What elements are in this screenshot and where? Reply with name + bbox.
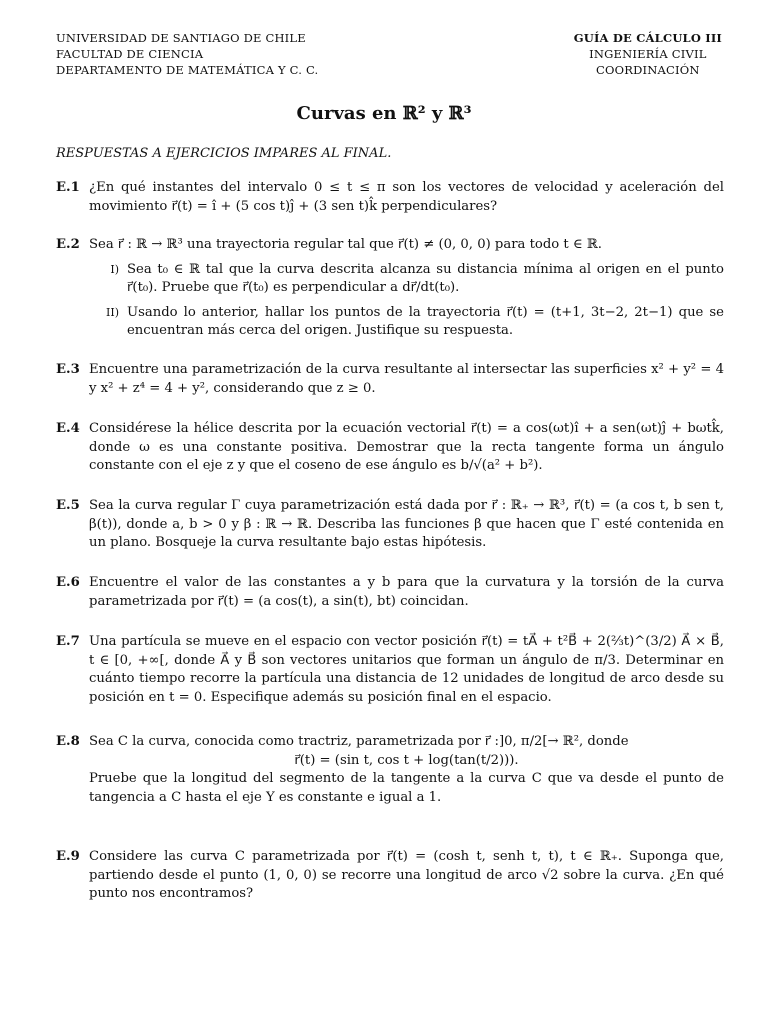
header-university: UNIVERSIDAD DE SANTIAGO DE CHILE bbox=[56, 31, 306, 45]
exercise-text: ¿En qué instantes del intervalo 0 ≤ t ≤ π son los vectores de velocidad y aceleración del movimiento r⃗(t) = î + (5 cos t)ĵ + (3 sen t)k̂ perpendiculares? bbox=[89, 180, 724, 214]
exercise-e8 bbox=[56, 733, 724, 807]
header-department: DEPARTAMENTO DE MATEMÁTICA Y C. C. bbox=[56, 63, 319, 77]
exercise-e3 bbox=[56, 361, 724, 398]
exercise-label: E.5 bbox=[56, 498, 80, 513]
exercise-e7 bbox=[56, 633, 724, 707]
exercise-label: E.4 bbox=[56, 421, 80, 436]
item-number: I) bbox=[110, 262, 119, 276]
exercise-item bbox=[89, 304, 724, 341]
exercise-e2 bbox=[56, 236, 724, 341]
exercise-item bbox=[89, 261, 724, 298]
exercise-text: Considérese la hélice descrita por la ecuación vectorial r⃗(t) = a cos(ωt)î + a sen(ωt)ĵ + bωtk̂, donde ω es una constante positiva. Demostrar que la recta tangente forma un ángulo constante con el eje z y que el coseno de ese ángulo es b/√(a² + b²). bbox=[89, 421, 724, 473]
exercise-label: E.6 bbox=[56, 575, 80, 590]
exercise-label: E.9 bbox=[56, 849, 80, 864]
exercise-e6 bbox=[56, 574, 724, 611]
header-institution bbox=[56, 30, 318, 78]
exercise-e1 bbox=[56, 179, 724, 216]
header-faculty: FACULTAD DE CIENCIA bbox=[56, 47, 204, 61]
exercise-label: E.8 bbox=[56, 734, 80, 749]
header-course bbox=[574, 30, 722, 78]
header-guide-title: GUÍA DE CÁLCULO III bbox=[573, 31, 722, 45]
exercise-text: Sea C la curva, conocida como tractriz, parametrizada por r⃗ :]0, π/2[→ ℝ², donde bbox=[89, 734, 629, 749]
exercise-text-continued: Pruebe que la longitud del segmento de la tangente a la curva C que va desde el punto de tangencia a C hasta el eje Y es constante e igual a 1. bbox=[89, 771, 724, 805]
exercise-text: Encuentre una parametrización de la curva resultante al intersectar las superficies x² + y² = 4 y x² + z⁴ = 4 + y², considerando que z ≥ 0. bbox=[89, 362, 724, 396]
item-text: Sea t₀ ∈ ℝ tal que la curva descrita alcanza su distancia mínima al origen en el punto r⃗(t₀). Pruebe que r⃗(t₀) es perpendicular a dr⃗/dt(t₀). bbox=[127, 261, 724, 295]
exercise-text: Sea la curva regular Γ cuya parametrización está dada por r⃗ : ℝ₊ → ℝ³, r⃗(t) = (a cos t, b sen t, β(t)), donde a, b > 0 y β : ℝ → ℝ. Describa las funciones β que hacen que Γ esté contenida en un plano. Bosqueje la curva resultante bajo estas hipótesis. bbox=[89, 498, 724, 550]
page-title: Curvas en ℝ² y ℝ³ bbox=[296, 103, 472, 124]
exercise-label: E.7 bbox=[56, 634, 80, 649]
exercise-e4 bbox=[56, 420, 724, 476]
exercise-text: Una partícula se mueve en el espacio con vector posición r⃗(t) = tA⃗ + t²B⃗ + 2(⅔t)^(3/2) A⃗ × B⃗, t ∈ [0, +∞[, donde A⃗ y B⃗ son vectores unitarios que forman un ángulo de π/3. Determinar en cuánto tiempo recorre la partícula una distancia de 12 unidades de longitud de arco desde su posición en t = 0. Especifique además su posición final en el espacio. bbox=[89, 634, 724, 705]
exercise-text: Encuentre el valor de las constantes a y b para que la curvatura y la torsión de la curva parametrizada por r⃗(t) = (a cos(t), a sin(t), bt) coincidan. bbox=[89, 575, 724, 609]
exercise-text: Sea r⃗ : ℝ → ℝ³ una trayectoria regular tal que r⃗(t) ≠ (0, 0, 0) para todo t ∈ ℝ. bbox=[89, 237, 602, 252]
header-program: INGENIERÍA CIVIL bbox=[589, 47, 707, 61]
item-text: Usando lo anterior, hallar los puntos de la trayectoria r⃗(t) = (t+1, 3t−2, 2t−1) que se encuentran más cerca del origen. Justifique su respuesta. bbox=[127, 304, 724, 338]
exercise-text: Considere las curva C parametrizada por r⃗(t) = (cosh t, senh t, t), t ∈ ℝ₊. Suponga que, partiendo desde el punto (1, 0, 0) se recorre una longitud de arco √2 sobre la curva. ¿En qué punto nos encontramos? bbox=[89, 849, 724, 901]
header-coordination: COORDINACIÓN bbox=[596, 63, 700, 77]
exercise-e5 bbox=[56, 497, 724, 553]
exercise-label: E.1 bbox=[56, 180, 80, 195]
item-number: II) bbox=[106, 305, 119, 319]
exercise-formula: r⃗(t) = (sin t, cos t + log(tan(t/2))). bbox=[294, 752, 519, 768]
exercise-label: E.2 bbox=[56, 237, 80, 252]
page-subtitle: RESPUESTAS A EJERCICIOS IMPARES AL FINAL. bbox=[56, 146, 392, 161]
exercise-label: E.3 bbox=[56, 362, 80, 377]
exercise-e9 bbox=[56, 848, 724, 904]
